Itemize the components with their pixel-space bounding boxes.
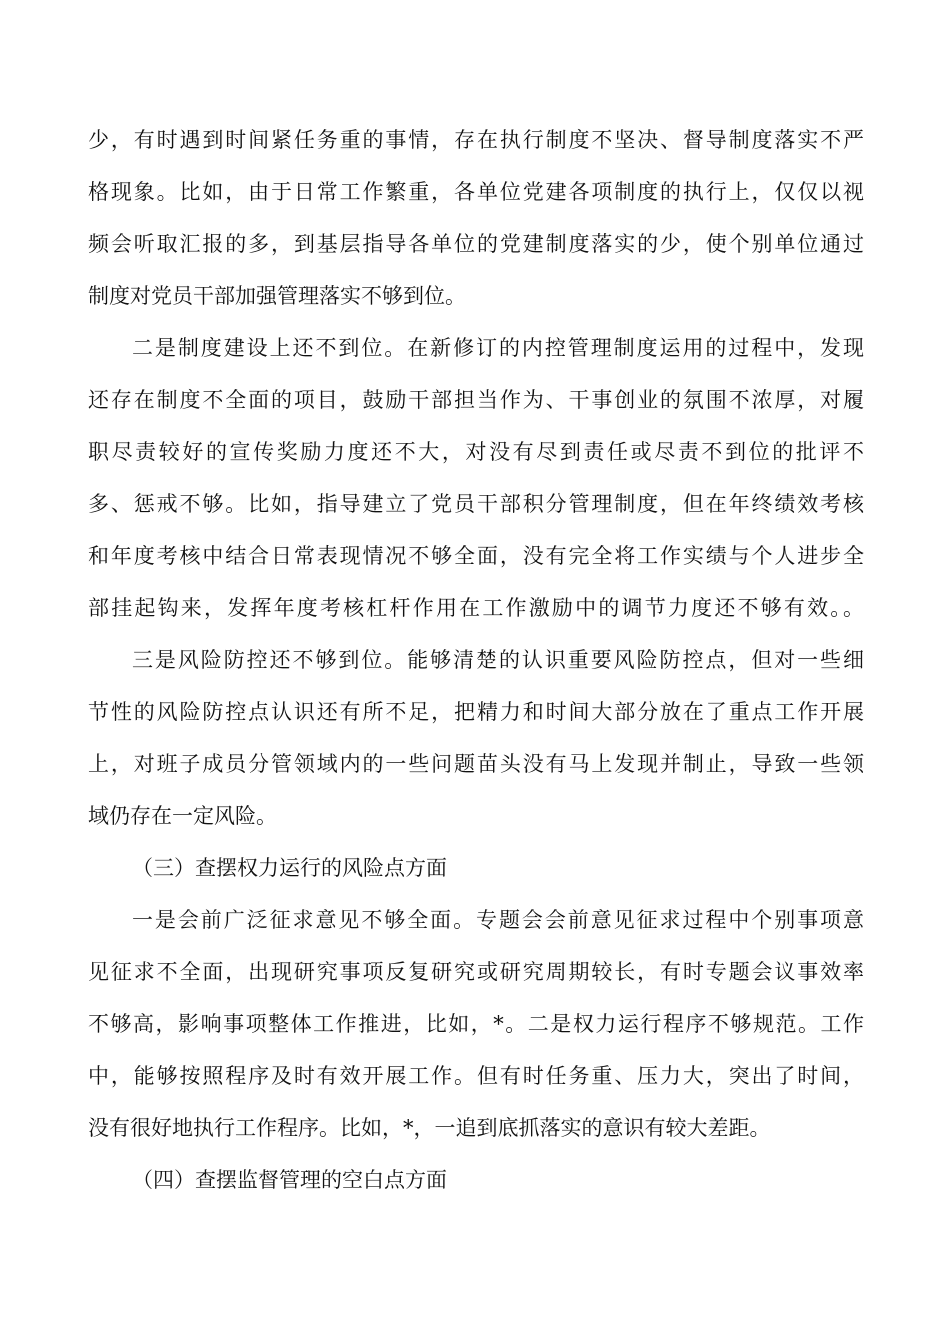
paragraph-start-line: 三是风险防控还不够到位。能够清楚的认识重要风险防控点，但对一些细	[132, 648, 864, 672]
text-line: 频会听取汇报的多，到基层指导各单位的党建制度落实的少，使个别单位通过	[88, 232, 864, 256]
section-heading: （三）查摆权力运行的风险点方面	[132, 856, 447, 880]
text-line: 中，能够按照程序及时有效开展工作。但有时任务重、压力大，突出了时间，	[88, 1064, 864, 1088]
section-heading: （四）查摆监督管理的空白点方面	[132, 1168, 447, 1192]
text-line: 部挂起钩来，发挥年度考核杠杆作用在工作激励中的调节力度还不够有效。。	[88, 596, 864, 620]
text-line: 域仍存在一定风险。	[88, 804, 277, 828]
text-line: 还存在制度不全面的项目，鼓励干部担当作为、干事创业的氛围不浓厚，对履	[88, 388, 864, 412]
paragraph-start-line: 二是制度建设上还不到位。在新修订的内控管理制度运用的过程中，发现	[132, 336, 864, 360]
text-line: 上，对班子成员分管领域内的一些问题苗头没有马上发现并制止，导致一些领	[88, 752, 864, 776]
text-line: 和年度考核中结合日常表现情况不够全面，没有完全将工作实绩与个人进步全	[88, 544, 864, 568]
text-line: 职尽责较好的宣传奖励力度还不大，对没有尽到责任或尽责不到位的批评不	[88, 440, 864, 464]
text-line: 多、惩戒不够。比如，指导建立了党员干部积分管理制度，但在年终绩效考核	[88, 492, 864, 516]
text-line: 没有很好地执行工作程序。比如，*，一追到底抓落实的意识有较大差距。	[88, 1116, 771, 1140]
text-line: 节性的风险防控点认识还有所不足，把精力和时间大部分放在了重点工作开展	[88, 700, 864, 724]
text-line: 制度对党员干部加强管理落实不够到位。	[88, 284, 466, 308]
text-line: 不够高，影响事项整体工作推进，比如，*。二是权力运行程序不够规范。工作	[88, 1012, 864, 1036]
text-line: 少，有时遇到时间紧任务重的事情，存在执行制度不坚决、督导制度落实不严	[88, 128, 864, 152]
text-line: 格现象。比如，由于日常工作繁重，各单位党建各项制度的执行上，仅仅以视	[88, 180, 864, 204]
text-line: 见征求不全面，出现研究事项反复研究或研究周期较长，有时专题会议事效率	[88, 960, 864, 984]
paragraph-start-line: 一是会前广泛征求意见不够全面。专题会会前意见征求过程中个别事项意	[132, 908, 864, 932]
